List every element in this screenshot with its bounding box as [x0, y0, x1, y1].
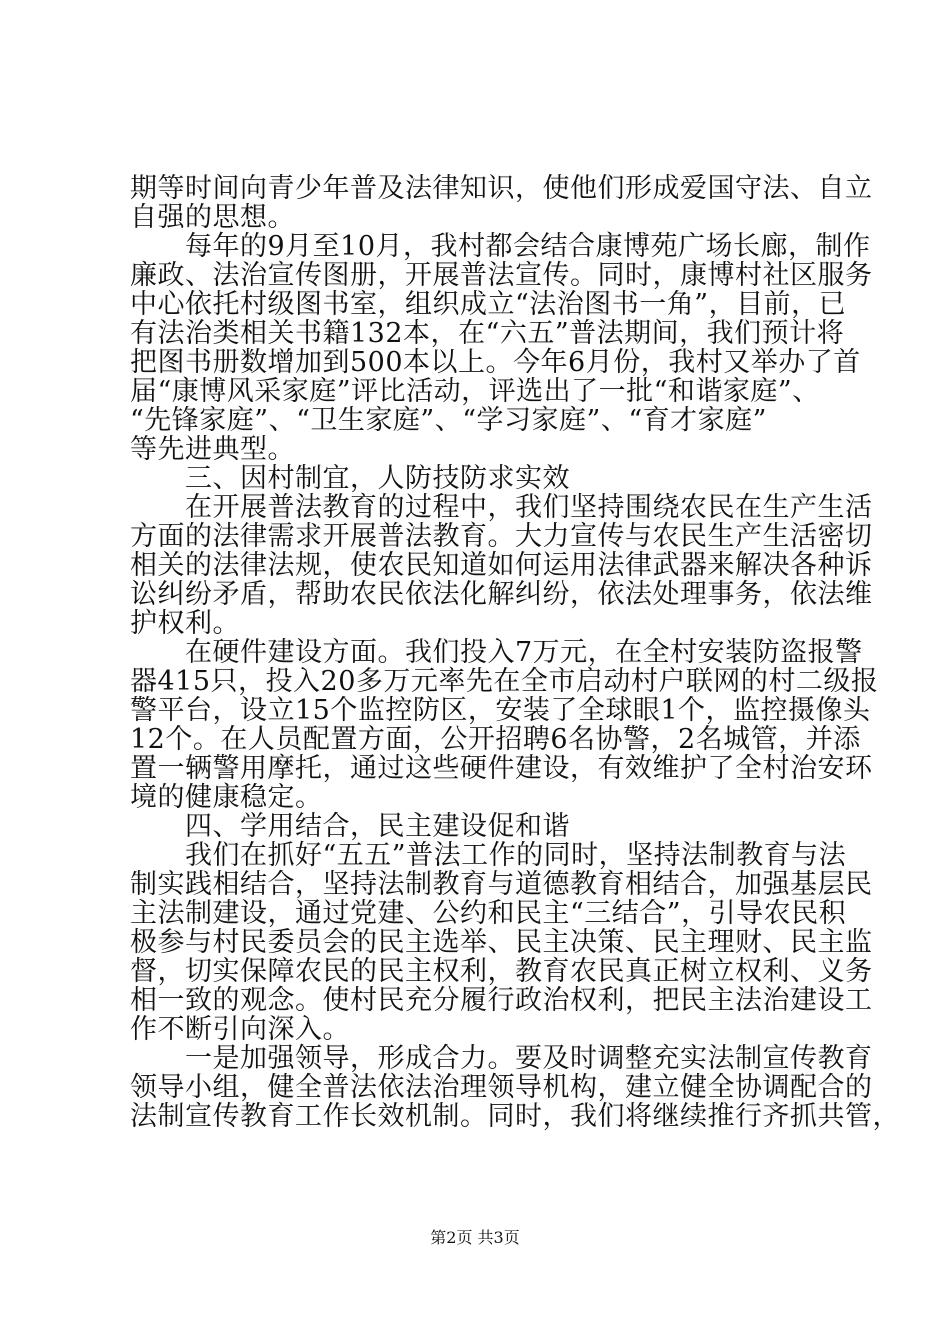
- text-line: 相一致的观念。使村民充分履行政治权利，把民主法治建设工: [130, 985, 873, 1016]
- text-line: 相关的法律法规，使农民知道如何运用法律武器来解决各种诉: [130, 550, 873, 581]
- text-line: 法制宣传教育工作长效机制。同时，我们将继续推行齐抓共管，: [130, 1101, 900, 1132]
- text-line: 中心依托村级图书室，组织成立“法治图书一角”，目前，已: [130, 289, 847, 320]
- text-line: 自强的思想。: [130, 202, 295, 233]
- text-line: 置一辆警用摩托，通过这些硬件建设，有效维护了全村治安环: [130, 753, 873, 784]
- text-line: 在硬件建设方面。我们投入7万元，在全村安装防盗报警: [130, 637, 863, 668]
- text-line: 作不断引向深入。: [130, 1014, 350, 1045]
- text-line: 器415只，投入20多万元率先在全市启动村户联网的村二级报: [130, 666, 879, 697]
- text-line: 极参与村民委员会的民主选举、民主决策、民主理财、民主监: [130, 927, 873, 958]
- text-line: 方面的法律需求开展普法教育。大力宣传与农民生产生活密切: [130, 521, 873, 552]
- text-line: 主法制建设，通过党建、公约和民主“三结合”，引导农民积: [130, 898, 847, 929]
- text-line: 期等时间向青少年普及法律知识，使他们形成爱国守法、自立: [130, 173, 873, 204]
- text-line: 护权利。: [130, 608, 240, 639]
- text-line: 境的健康稳定。: [130, 782, 323, 813]
- text-line: 领导小组，健全普法依法治理领导机构，建立健全协调配合的: [130, 1072, 873, 1103]
- text-line: 届“康博风采家庭”评比活动，评选出了一批“和谐家庭”、: [130, 376, 820, 407]
- text-line: 在开展普法教育的过程中，我们坚持围绕农民在生产生活: [130, 492, 873, 523]
- text-line: 警平台，设立15个监控防区，安装了全球眼1个，监控摄像头: [130, 695, 871, 726]
- section-heading: 四、学用结合，民主建设促和谐: [130, 811, 570, 842]
- text-line: 12个。在人员配置方面，公开招聘6名协警，2名城管，并添: [130, 724, 861, 755]
- text-line: 有法治类相关书籍132本，在“六五”普法期间，我们预计将: [130, 318, 845, 349]
- text-line: 把图书册数增加到500本以上。今年6月份，我村又举办了首: [130, 347, 861, 378]
- text-line: 每年的9月至10月，我村都会结合康博苑广场长廊，制作: [130, 231, 871, 262]
- text-line: 廉政、法治宣传图册，开展普法宣传。同时，康博村社区服务: [130, 260, 873, 291]
- section-heading: 三、因村制宜，人防技防求实效: [130, 463, 570, 494]
- text-line: 等先进典型。: [130, 434, 295, 465]
- text-line: 讼纠纷矛盾，帮助农民依法化解纠纷，依法处理事务，依法维: [130, 579, 873, 610]
- text-line: 一是加强领导，形成合力。要及时调整充实法制宣传教育: [130, 1043, 873, 1074]
- text-line: “先锋家庭”、“卫生家庭”、“学习家庭”、“育才家庭”: [130, 405, 767, 436]
- text-line: 我们在抓好“五五”普法工作的同时，坚持法制教育与法: [130, 840, 847, 871]
- text-line: 制实践相结合，坚持法制教育与道德教育相结合，加强基层民: [130, 869, 873, 900]
- text-line: 督，切实保障农民的民主权利，教育农民真正树立权利、义务: [130, 956, 873, 987]
- page-number: 第2页 共3页: [430, 1228, 520, 1247]
